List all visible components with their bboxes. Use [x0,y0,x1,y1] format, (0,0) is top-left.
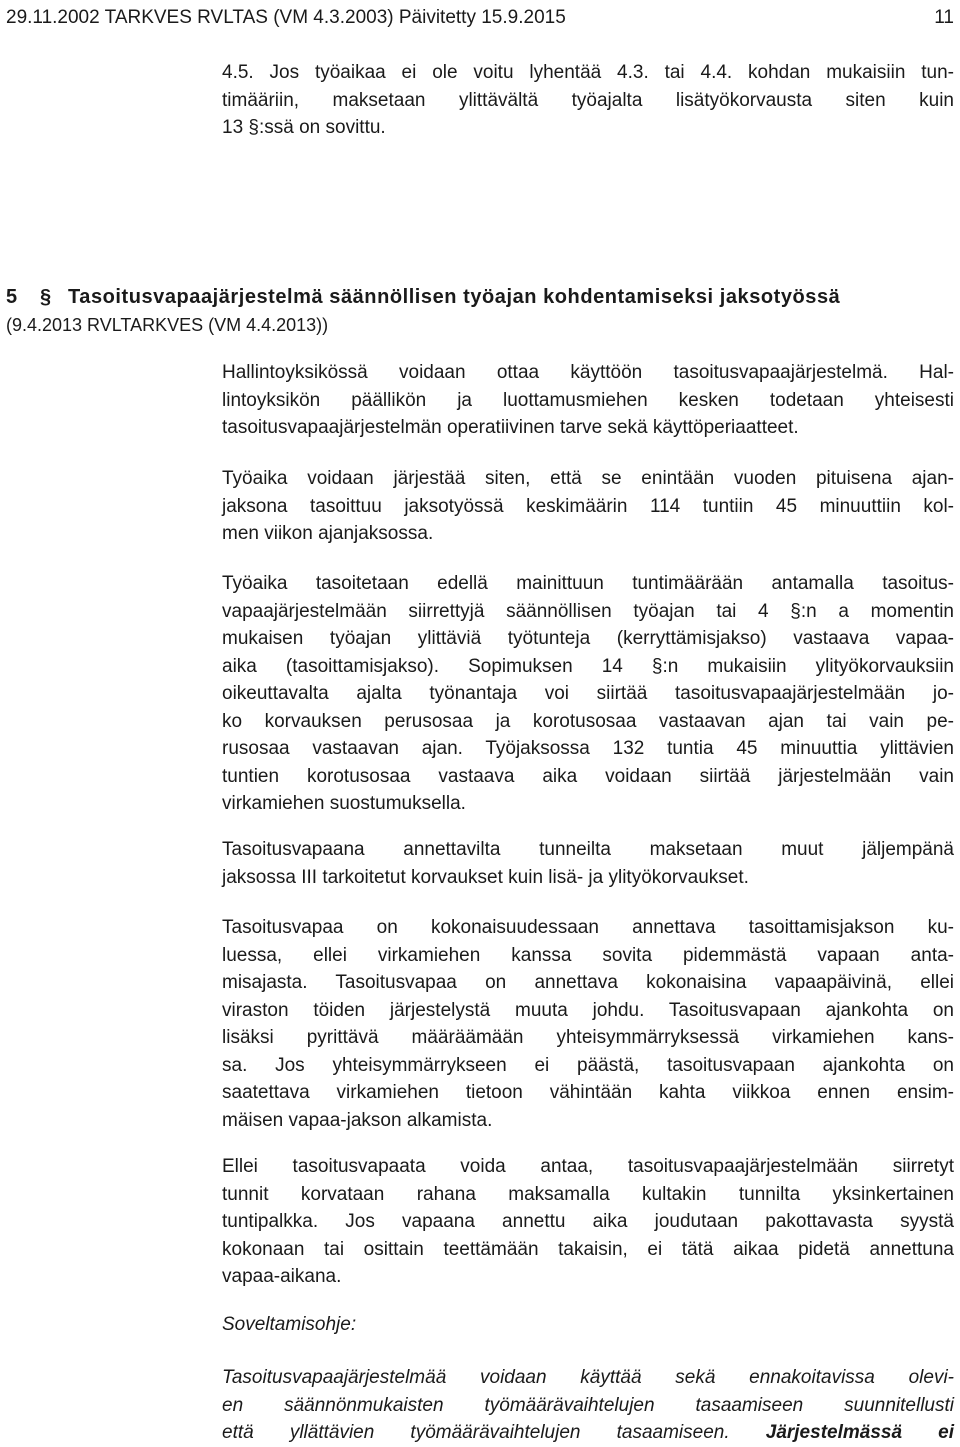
text-line: tunnit korvataan rahana maksamalla kultakin tunnilta yksinkertainen [222,1183,954,1205]
section-sign: § [40,286,52,308]
text-line: Työaika voidaan järjestää siten, että se enintään vuoden pituisena ajan- [222,468,954,489]
paragraph [222,914,954,1134]
text-line: aika (tasoittamisjakso). Sopimuksen 14 §:n mukaisiin ylityökorvauksiin [222,655,954,677]
text-line: 13 §:ssä on sovittu. [222,117,386,138]
text-line: jaksossa III tarkoitetut korvaukset kuin lisä- ja ylityökorvaukset. [222,866,749,888]
guideline-label [222,1311,954,1339]
text-line: tasoitusvapaajärjestelmän operatiivinen tarve sekä käyttöperiaatteet. [222,417,799,438]
guideline-last-line-plain: että yllättävien työmäärävaihtelujen tasaamiseen. [222,1422,730,1443]
text-line: lintoyksikön päällikön ja luottamusmiehen kesken todetaan yhteisesti [222,389,954,411]
text-line: Työaika tasoitetaan edellä mainittuun tuntimäärään antamalla tasoitus- [222,573,954,594]
paragraph [222,359,954,442]
text-line: vapaa-aikana. [222,1266,342,1287]
paragraph [222,1153,954,1291]
text-line: men viikon ajanjaksossa. [222,523,434,544]
paragraph [222,570,954,818]
text-line: Ellei tasoitusvapaata voida antaa, tasoitusvapaajärjestelmään siirretyt [222,1156,954,1177]
section-number: 5 [6,286,18,308]
page-header [6,4,954,32]
section-title: Tasoitusvapaajärjestelmä säännöllisen työajan kohdentamiseksi jaksotyössä [68,286,841,308]
text-line: timääriin, maksetaan ylittävältä työajalta lisätyökorvausta siten kuin [222,89,954,111]
text-line: kokonaan tai osittain teettämään takaisin, ei tätä aikaa pidetä annettuna [222,1238,954,1260]
text-line: virkamiehen suostumuksella. [222,793,466,814]
text-line: Tasoitusvapaana annettavilta tunneilta maksetaan muut jäljempänä [222,839,954,860]
text-line [222,1419,954,1447]
text-line: sa. Jos yhteisymmärrykseen ei päästä, tasoitusvapaan ajankohta on [222,1054,954,1076]
text-line: saatettava virkamiehen tietoon vähintään kahta viikkoa ennen ensim- [222,1082,954,1103]
text-line: rusosaa vastaavan ajan. Työjaksossa 132 tuntia 45 minuuttia ylittävien [222,738,954,759]
text-line: lisäksi pyrittävä määräämään yhteisymmärryksessä virkamiehen kans- [222,1027,954,1048]
text-line: misajasta. Tasoitusvapaa on annettava kokonaisina vapaapäivinä, ellei [222,972,954,993]
text-line: oikeuttavalta ajalta työnantaja voi siirtää tasoitusvapaajärjestelmään jo- [222,683,954,704]
section-date: (9.4.2013 RVLTARKVES (VM 4.4.2013)) [6,315,329,335]
text-line: luessa, ellei virkamiehen kanssa sovita pidemmästä vapaan anta- [222,944,954,966]
guideline-paragraph [222,1364,954,1447]
intro-paragraph [222,59,954,142]
text-line: Tasoitusvapaa on kokonaisuudessaan annettava tasoittamisjakson ku- [222,917,954,938]
text-line: jaksona tasoittuu jaksotyössä keskimäärin 114 tuntiin 45 minuuttiin kol- [222,495,954,517]
paragraph [222,465,954,548]
header-text: 29.11.2002 TARKVES RVLTAS (VM 4.3.2003) Päivitetty 15.9.2015 [6,7,566,28]
text-line: viraston töiden järjestelystä muuta johdu. Tasoitusvapaan ajankohta on [222,999,954,1021]
text-line: tuntipalkka. Jos vapaana annettu aika joudutaan pakottavasta syystä [222,1211,954,1232]
text-line: 4.5. Jos työaikaa ei ole voitu lyhentää 4.3. tai 4.4. kohdan mukaisiin tun- [222,62,954,83]
text-line: ko korvauksen perusosaa ja korotusosaa vastaavan ajan tai vain pe- [222,710,954,732]
paragraph [222,836,954,891]
guideline-label-text: Soveltamisohje: [222,1314,357,1335]
text-line: en säännönmukaisten työmäärävaihtelujen tasaamiseen suunnitellusti [222,1394,954,1416]
text-line: Tasoitusvapaajärjestelmää voidaan käyttää sekä ennakoitavissa olevi- [222,1367,954,1388]
text-line: mäisen vapaa-jakson alkamista. [222,1109,493,1131]
guideline-last-line-bold: Järjestelmässä ei [765,1422,954,1443]
text-line: vapaajärjestelmään siirrettyjä säännöllisen työajan tai 4 §:n a momentin [222,600,954,622]
page-number: 11 [934,7,954,28]
text-line: mukaisen työajan ylittäviä työtunteja (kerryttämisjakso) vastaava vapaa- [222,628,954,649]
text-line: Hallintoyksikössä voidaan ottaa käyttöön tasoitusvapaajärjestelmä. Hal- [222,362,954,383]
text-line: tuntien korotusosaa vastaava aika voidaan siirtää järjestelmään vain [222,765,954,787]
